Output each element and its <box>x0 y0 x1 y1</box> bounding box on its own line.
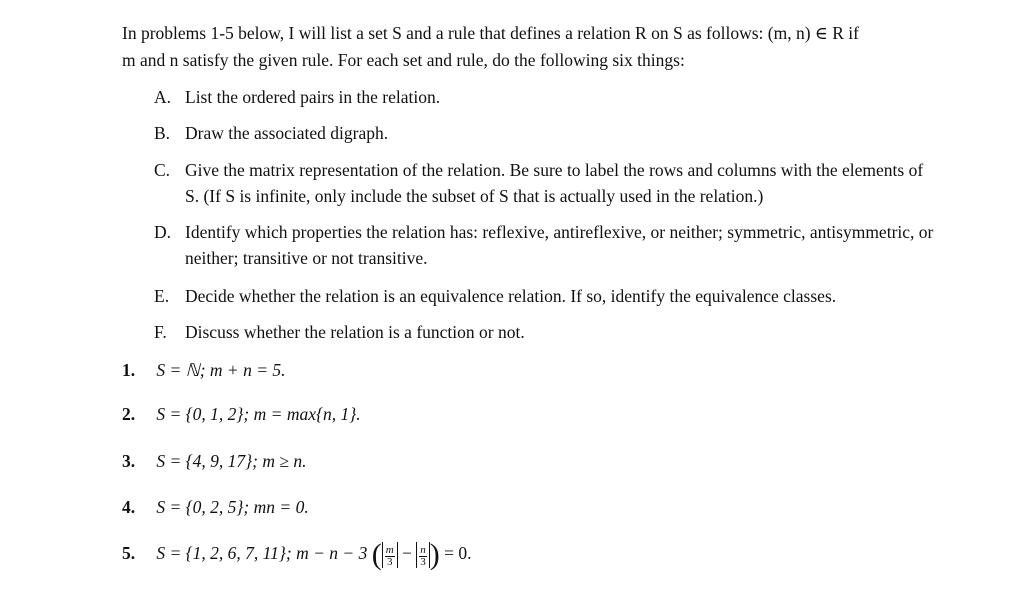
intro-line-2: m and n satisfy the given rule. For each set and rule, do the following six things: <box>122 50 685 70</box>
floor-n-over-3 <box>416 542 430 568</box>
problem-2 <box>122 401 361 427</box>
floor-m-over-3 <box>382 542 398 568</box>
step-letter: F. <box>154 322 167 342</box>
frac-numerator: n <box>420 544 426 557</box>
step-text: Discuss whether the relation is a function or not. <box>185 322 525 342</box>
step-b <box>154 120 934 146</box>
problem-number: 1. <box>122 360 136 380</box>
step-text: Decide whether the relation is an equivalence relation. If so, identify the equivalence classes. <box>185 286 837 306</box>
frac-denominator: 3 <box>386 556 393 569</box>
frac-denominator: 3 <box>420 556 426 569</box>
problem-text: S = {0, 2, 5}; mn = 0. <box>156 497 309 517</box>
step-text: Give the matrix representation of the relation. Be sure to label the rows and columns with the elements of S. (If S is infinite, only include the subset of S that is actually used in the relation.) <box>185 160 924 206</box>
step-letter: A. <box>154 87 172 107</box>
problem-text-suffix: = 0. <box>444 543 472 563</box>
step-e <box>154 283 934 309</box>
problem-number: 5. <box>122 543 136 563</box>
problem-text: S = {4, 9, 17}; m ≥ n. <box>156 451 307 471</box>
minus-sign: − <box>402 543 412 563</box>
problem-1 <box>122 357 286 383</box>
problem-3 <box>122 448 307 474</box>
step-f <box>154 319 934 345</box>
problem-number: 4. <box>122 497 136 517</box>
open-paren: ( <box>371 537 382 571</box>
step-text: Draw the associated digraph. <box>185 123 389 143</box>
step-letter: D. <box>154 222 172 242</box>
intro-line-1: In problems 1-5 below, I will list a set S and a rule that defines a relation R on S as follows: (m, n) ∈ R if <box>122 23 859 43</box>
problem-text-prefix: S = {1, 2, 6, 7, 11}; m − n − 3 <box>156 543 368 563</box>
problem-4 <box>122 494 309 520</box>
frac-numerator: m <box>385 544 394 557</box>
close-paren: ) <box>429 537 440 571</box>
step-letter: B. <box>154 123 171 143</box>
step-a <box>154 84 934 110</box>
step-letter: E. <box>154 286 170 306</box>
problem-text: S = ℕ; m + n = 5. <box>156 360 286 380</box>
problem-text: S = {0, 1, 2}; m = max{n, 1}. <box>156 404 361 424</box>
problem-number: 2. <box>122 404 136 424</box>
step-text: List the ordered pairs in the relation. <box>185 87 441 107</box>
problem-number: 3. <box>122 451 136 471</box>
step-d <box>154 219 934 271</box>
step-text: Identify which properties the relation has: reflexive, antireflexive, or neither; symmetric, antisymmetric, or neither; transitive or not transitive. <box>185 222 934 268</box>
intro-paragraph <box>122 20 1002 74</box>
step-c <box>154 157 934 209</box>
problem-5 <box>122 537 472 571</box>
step-letter: C. <box>154 160 171 180</box>
